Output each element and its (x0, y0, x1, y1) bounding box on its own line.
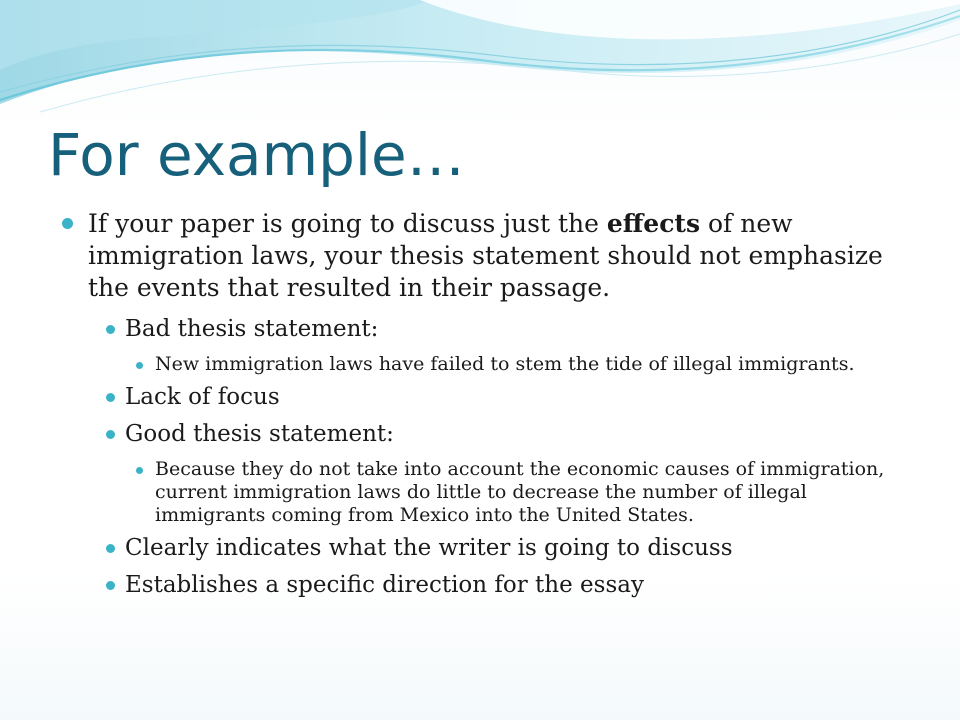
bad-thesis-label: Bad thesis statement: (106, 314, 912, 345)
good-thesis-example: Because they do not take into account the economic causes of immigration, current immigration laws do little to decrease the number of illegal immigrants coming from Mexico into the United States. (136, 458, 912, 527)
bad-thesis-example: New immigration laws have failed to stem the tide of illegal immigrants. (136, 353, 912, 376)
slide-body (62, 208, 912, 601)
intro-bullet (62, 208, 912, 304)
intro-text-after: of new immigration laws, your thesis statement should not emphasize the events that resulted in their passage. (88, 209, 883, 302)
slide-title: For example… (48, 121, 465, 189)
lack-of-focus-bullet: Lack of focus (106, 382, 912, 413)
good-thesis-label: Good thesis statement: (106, 419, 912, 450)
intro-text-before: If your paper is going to discuss just the (88, 209, 607, 238)
point-specific-direction: Establishes a specific direction for the essay (106, 570, 912, 601)
header-wave-decoration (0, 0, 960, 120)
intro-emphasis: effects (606, 209, 701, 238)
point-clearly-indicates: Clearly indicates what the writer is going to discuss (106, 533, 912, 564)
